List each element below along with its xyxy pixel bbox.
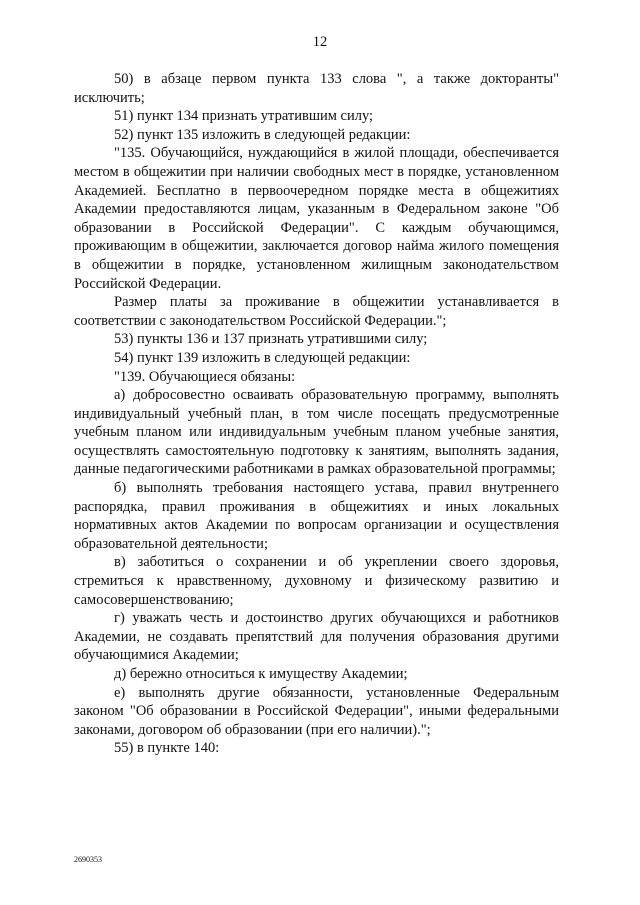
paragraph-item-51: 51) пункт 134 признать утратившим силу; (114, 108, 374, 125)
paragraph-subitem-b: б) выполнять требования настоящего устава, правил внутреннего распорядка, правил проживания в общежитиях и иных локальных нормативных актов Академии по вопросам организации и осуществления образовательной деятельности; (74, 480, 559, 552)
paragraph-clause-135-fee: Размер платы за проживание в общежитии устанавливается в соответствии с законодательством Российской Федерации."; (74, 294, 559, 329)
paragraph-subitem-e: е) выполнять другие обязанности, установленные Федеральным законом "Об образовании в Российской Федерации", иными федеральными законами, договором об образовании (при его наличии)."; (74, 684, 559, 738)
paragraph-subitem-d: д) бережно относиться к имуществу Академии; (114, 666, 408, 682)
document-code: 2690353 (74, 855, 102, 864)
paragraph-subitem-v: в) заботиться о сохранении и об укреплении своего здоровья, стремиться к нравственному, духовному и физическому развитию и самосовершенствованию; (74, 554, 559, 608)
paragraph-clause-135: "135. Обучающийся, нуждающийся в жилой площади, обеспечивается местом в общежитии при наличии свободных мест в порядке, установленном Академией. Бесплатно в первоочередном порядке места в общежитиях Академии предоставляются лицам, указанным в Федеральном законе "Об образовании в Российской Федерации". С каждым обучающимся, проживающим в общежитии, заключается договор найма жилого помещения в общежитии в порядке, установленном жилищным законодательством Российской Федерации. (74, 145, 559, 292)
paragraph-clause-139: "139. Обучающиеся обязаны: (114, 368, 296, 385)
paragraph-item-53: 53) пункты 136 и 137 признать утратившими силу; (114, 331, 428, 348)
paragraph-item-55: 55) в пункте 140: (114, 740, 220, 757)
paragraph-item-54: 54) пункт 139 изложить в следующей редакции: (114, 349, 411, 366)
page-number: 12 (312, 34, 328, 50)
paragraph-subitem-g: г) уважать честь и достоинство других обучающихся и работников Академии, не создавать препятствий для получения образования другими обучающимися Академии; (74, 610, 559, 664)
document-body (74, 70, 559, 758)
paragraph-item-52: 52) пункт 135 изложить в следующей редакции: (114, 126, 411, 143)
paragraph-subitem-a: а) добросовестно осваивать образовательную программу, выполнять индивидуальный учебный план, в том числе посещать предусмотренные учебным планом или индивидуальным учебным планом учебные занятия, осуществлять самостоятельную подготовку к занятиям, выполнять задания, данные педагогическими работниками в рамках образовательной программы; (74, 387, 559, 478)
paragraph-item-50: 50) в абзаце первом пункта 133 слова ", а также докторанты" исключить; (74, 71, 559, 106)
